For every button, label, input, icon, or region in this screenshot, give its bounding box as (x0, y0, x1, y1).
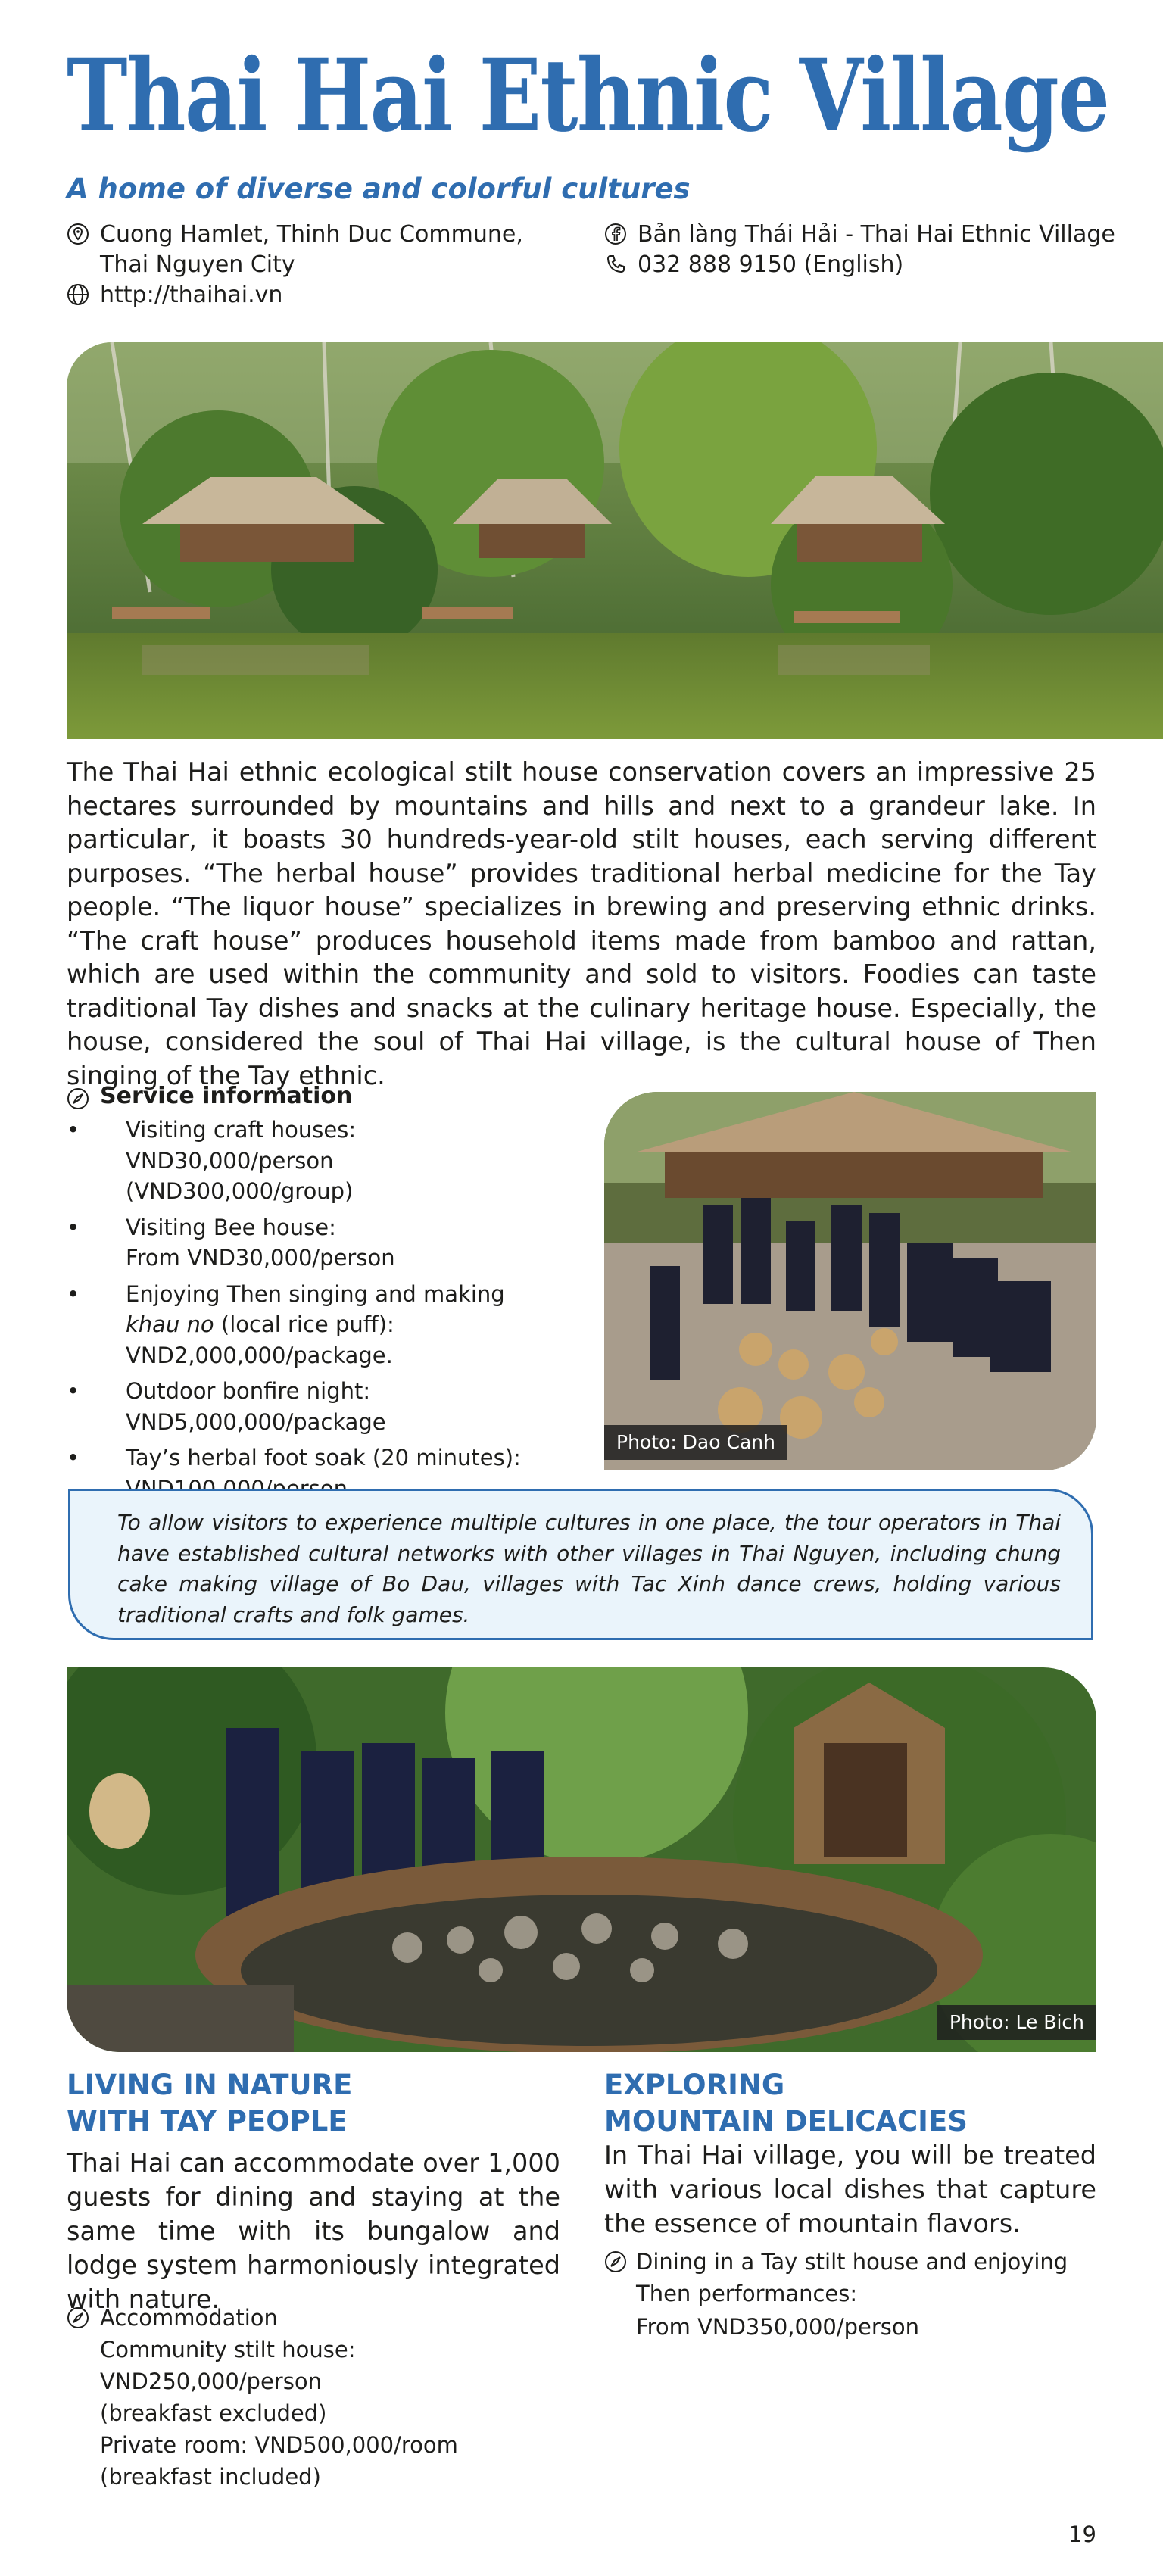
phone-row (604, 250, 1134, 280)
address-row (67, 220, 597, 250)
accommodation-line: (breakfast excluded) (100, 2400, 327, 2426)
living-heading-line-1: LIVING IN NATURE (67, 2069, 353, 2101)
dining-line: From VND350,000/person (636, 2314, 920, 2340)
accommodation-heading: Accommodation (67, 2302, 566, 2334)
callout-box: To allow visitors to experience multiple cultures in one place, the tour operators in Thai have established cultural networks with other villages in Thai Nguyen, including chung cake making village of Bo Dau, villages with Tac Xinh dance crews, holding various traditional crafts and folk games. (68, 1489, 1093, 1640)
service-heading (67, 1083, 566, 1115)
living-heading-line-2: WITH TAY PEOPLE (67, 2105, 348, 2138)
facebook-row (604, 220, 1134, 250)
accommodation-line: Community stilt house: (100, 2337, 356, 2362)
list-item: • Enjoying Then singing and making khau no (local rice puff): VND2,000,000/package. (67, 1279, 566, 1371)
dining-item: Dining in a Tay stilt house and enjoying (604, 2246, 1104, 2278)
compass-icon (67, 2306, 89, 2329)
phone-number[interactable]: 032 888 9150 (English) (638, 251, 904, 278)
photo-caption: Photo: Le Bich (937, 2005, 1096, 2040)
facebook-icon (604, 223, 627, 245)
website-link[interactable]: http://thaihai.vn (100, 282, 283, 308)
intro-paragraph: The Thai Hai ethnic ecological stilt house conservation covers an impressive 25 hectares surrounded by mountains and hills and next to a grandeur lake. In particular, it boasts 30 hundreds-year-old stilt houses, each serving different purposes. “The herbal house” provides traditional herbal medicine for the Tay people. “The liquor house” specializes in brewing and preserving ethnic drinks. “The craft house” produces household items made from bamboo and rattan, which are used within the community and sold to visitors. Foodies can taste traditional Tay dishes and snacks at the culinary heritage house. Especially, the house, considered the soul of Thai Hai village, is the cultural house of Then singing of the Tay ethnic. (67, 757, 1096, 1090)
location-pin-icon (67, 223, 89, 245)
village-lake-photo (67, 342, 1163, 739)
living-paragraph: Thai Hai can accommodate over 1,000 guests for dining and staying at the same time with its bungalow and lodge system harmoniously integrated with nature. (67, 2148, 560, 2314)
weaving-photo (604, 1092, 1096, 1470)
herbal-soak-photo (67, 1667, 1096, 2052)
page-subtitle: A home of diverse and colorful cultures (67, 173, 691, 205)
list-item: • Outdoor bonfire night: VND5,000,000/package (67, 1376, 566, 1437)
accommodation-line: VND250,000/person (100, 2369, 322, 2394)
address-line-2: Thai Nguyen City (100, 251, 295, 278)
page-title: Thai Hai Ethnic Village (67, 37, 1109, 154)
page-number: 19 (1068, 2521, 1096, 2547)
globe-icon (67, 283, 89, 306)
service-heading-text: Service information (100, 1083, 353, 1109)
dining-line: Then performances: (636, 2281, 858, 2306)
photo-caption: Photo: Dao Canh (604, 1425, 787, 1460)
facebook-text[interactable]: Bản làng Thái Hải - Thai Hai Ethnic Village (638, 221, 1115, 248)
service-list (67, 1115, 566, 1509)
exploring-heading-line-2: MOUNTAIN DELICACIES (604, 2105, 968, 2138)
exploring-paragraph: In Thai Hai village, you will be treated with various local dishes that capture the essence of mountain flavors. (604, 2141, 1096, 2238)
accommodation-line: (breakfast included) (100, 2464, 321, 2490)
list-item: • Visiting craft houses: VND30,000/person (VND300,000/group) (67, 1115, 566, 1207)
list-item: • Tay’s herbal foot soak (20 minutes): (67, 1442, 566, 1504)
compass-icon (67, 1087, 89, 1110)
address-line-1: Cuong Hamlet, Thinh Duc Commune, (100, 221, 523, 248)
exploring-heading-line-1: EXPLORING (604, 2069, 785, 2101)
compass-icon (604, 2250, 627, 2273)
website-row (67, 280, 597, 310)
accommodation-line: Private room: VND500,000/room (100, 2432, 458, 2458)
phone-icon (604, 253, 627, 276)
list-item: • Visiting Bee house: From VND30,000/person (67, 1212, 566, 1274)
